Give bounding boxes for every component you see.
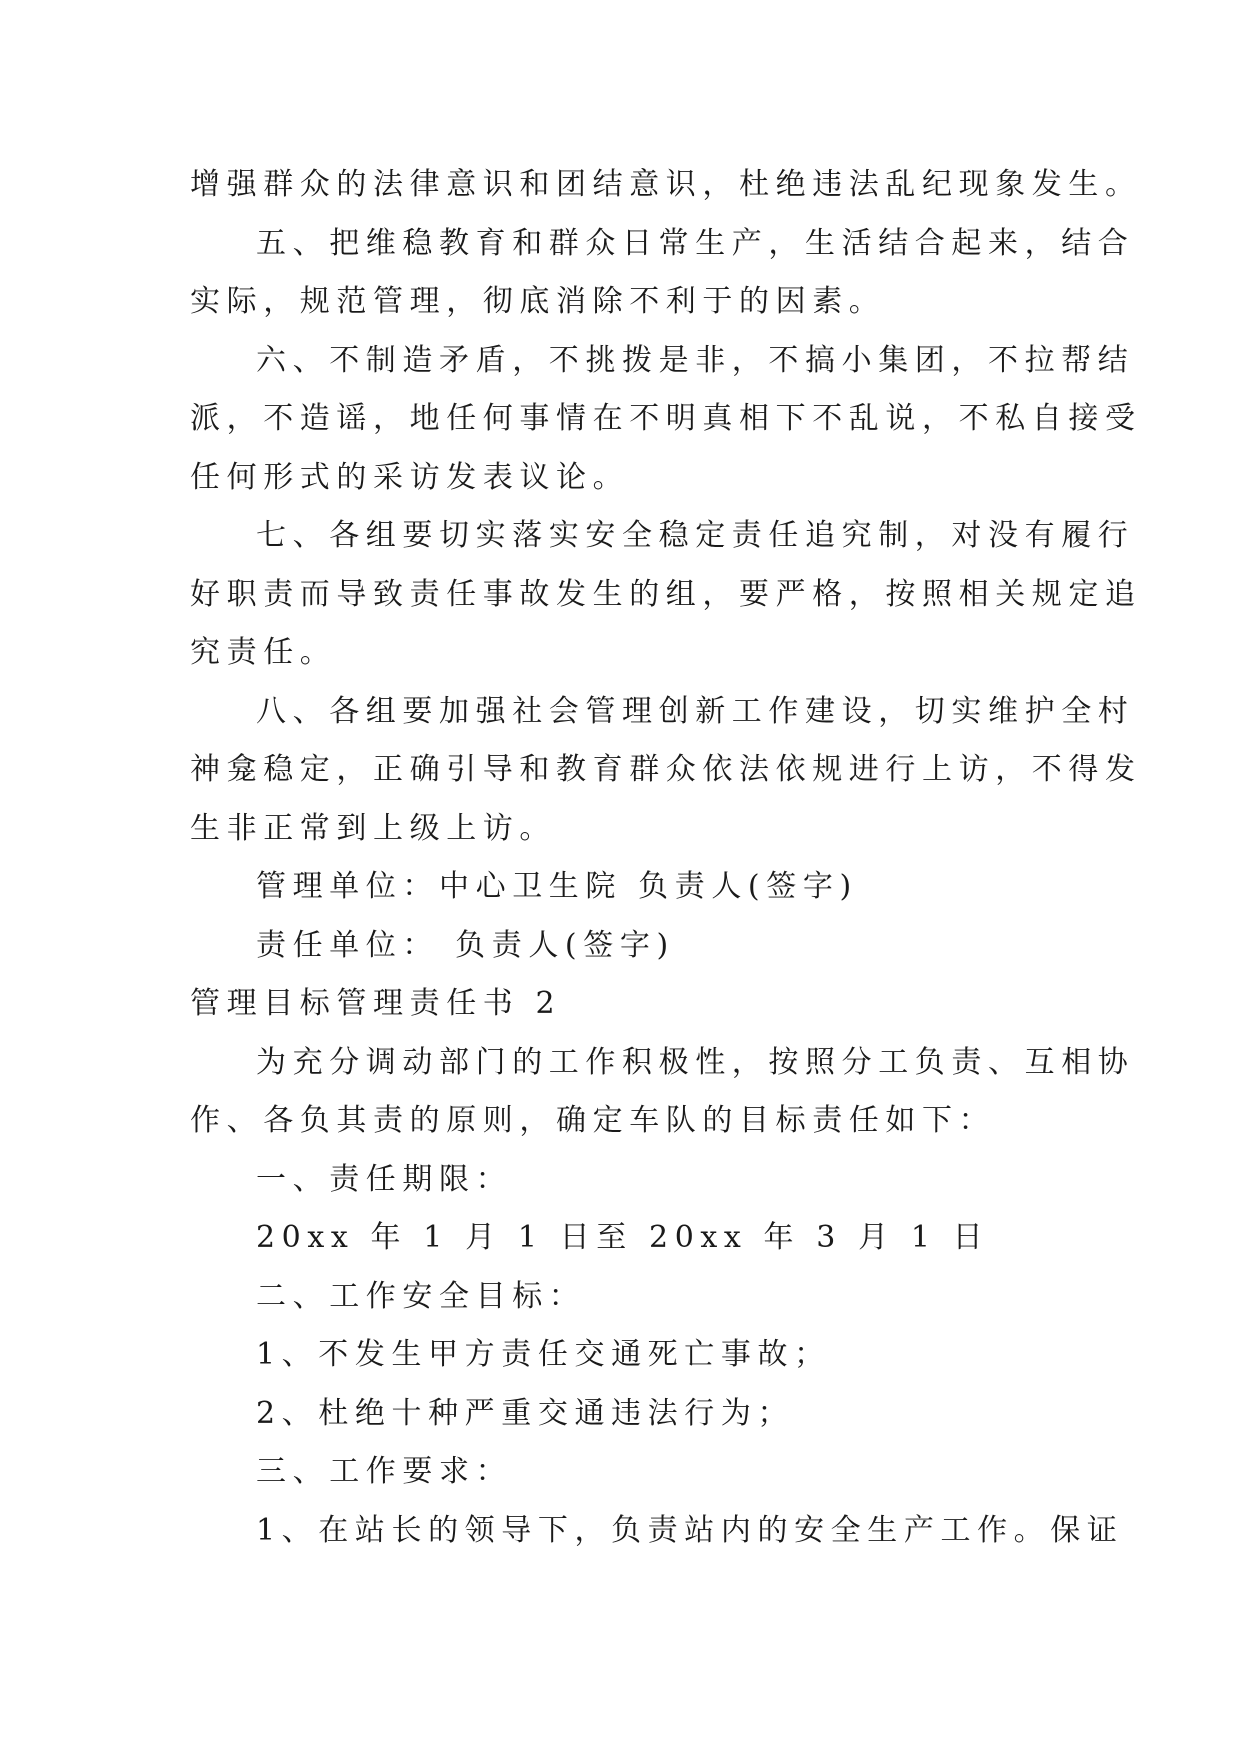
text-line: 实际，规范管理，彻底消除不利于的因素。 (190, 284, 886, 319)
text-line: 2、杜绝十种严重交通违法行为； (256, 1396, 795, 1431)
text-line: 三、工作要求： (256, 1454, 513, 1489)
text-line: 究责任。 (190, 635, 337, 670)
text-line: 1、在站长的领导下，负责站内的安全生产工作。保证 (256, 1513, 1124, 1548)
text-line: 好职责而导致责任事故发生的组，要严格，按照相关规定追 (190, 577, 1142, 612)
text-line: 1、不发生甲方责任交通死亡事故； (256, 1337, 831, 1372)
text-line: 二、工作安全目标： (256, 1279, 586, 1314)
text-line: 六、不制造矛盾，不挑拨是非，不搞小集团，不拉帮结 (256, 343, 1135, 378)
text-line: 作、各负其责的原则，确定车队的目标责任如下： (190, 1103, 996, 1138)
text-line: 一、责任期限： (256, 1162, 513, 1197)
text-line: 为充分调动部门的工作积极性，按照分工负责、互相协 (256, 1045, 1135, 1080)
text-line: 五、把维稳教育和群众日常生产，生活结合起来，结合 (256, 226, 1135, 261)
text-line: 八、各组要加强社会管理创新工作建设，切实维护全村 (256, 694, 1135, 729)
section-title: 管理目标管理责任书 2 (190, 986, 562, 1021)
text-line: 增强群众的法律意识和团结意识，杜绝违法乱纪现象发生。 (190, 167, 1142, 202)
text-line: 神龛稳定，正确引导和教育群众依法依规进行上访，不得发 (190, 752, 1142, 787)
text-line: 派，不造谣，地任何事情在不明真相下不乱说，不私自接受 (190, 401, 1142, 436)
text-line: 20xx 年 1 月 1 日至 20xx 年 3 月 1 日 (256, 1220, 990, 1255)
signature-line-management: 管理单位：中心卫生院 负责人(签字) (256, 869, 858, 904)
text-line: 生非正常到上级上访。 (190, 811, 556, 846)
text-line: 任何形式的采访发表议论。 (190, 460, 630, 495)
signature-line-responsible: 责任单位： 负责人(签字) (256, 928, 675, 963)
text-line: 七、各组要切实落实安全稳定责任追究制，对没有履行 (256, 518, 1135, 553)
